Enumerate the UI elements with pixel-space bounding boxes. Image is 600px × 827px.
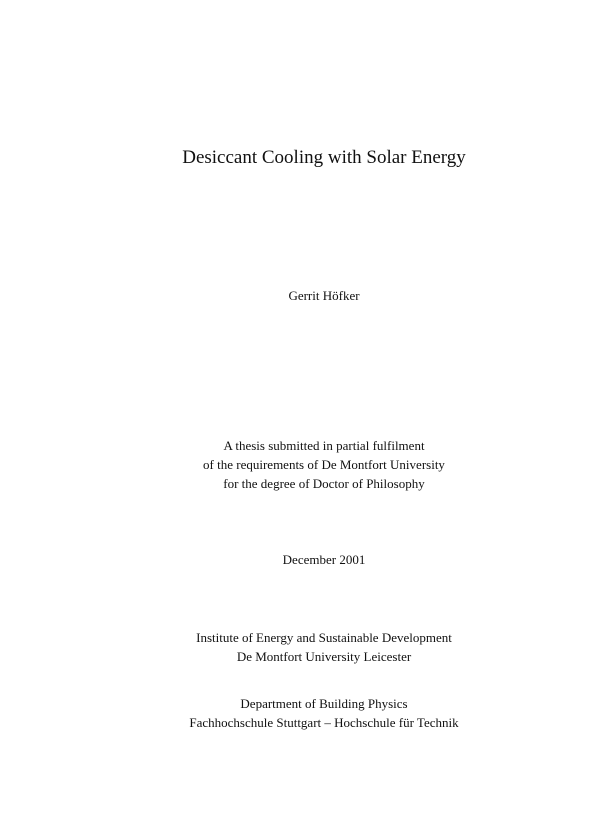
thesis-title: Desiccant Cooling with Solar Energy (182, 147, 466, 168)
submission-date: December 2001 (282, 552, 366, 567)
department-block (24, 694, 600, 732)
thesis-statement-line-3: for the degree of Doctor of Philosophy (223, 476, 425, 491)
thesis-statement-line-1: A thesis submitted in partial fulfilment (223, 438, 425, 453)
institute-name: Institute of Energy and Sustainable Development (196, 630, 452, 645)
institute-block (24, 628, 600, 666)
university-name: De Montfort University Leicester (236, 649, 412, 664)
thesis-statement-line-2: of the requirements of De Montfort University (203, 457, 445, 472)
department-name: Department of Building Physics (240, 696, 408, 711)
school-name: Fachhochschule Stuttgart – Hochschule für Technik (189, 715, 459, 730)
thesis-statement (24, 436, 600, 493)
author-name: Gerrit Höfker (288, 288, 360, 303)
